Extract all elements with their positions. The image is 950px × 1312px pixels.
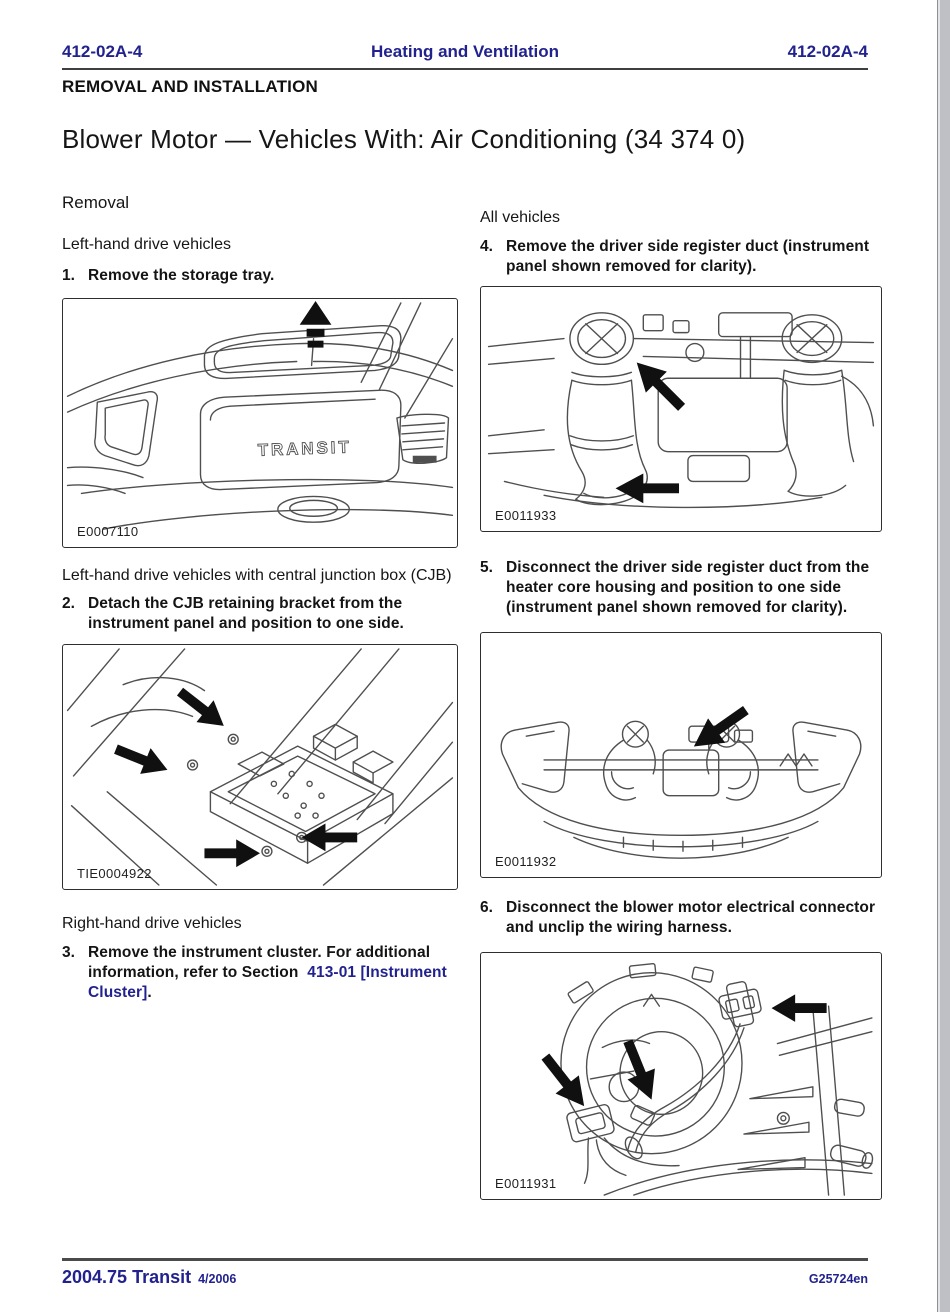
storage-tray-illustration [63, 299, 457, 547]
step-3-text [88, 943, 458, 1002]
step-4-number: 4. [480, 237, 493, 255]
step-3 [62, 943, 458, 1002]
step-3-number: 3. [62, 943, 75, 961]
step-2 [62, 594, 458, 634]
vertical-scrollbar[interactable] [937, 0, 950, 1312]
step-4-text: Remove the driver side register duct (instrument panel shown removed for clarity). [506, 237, 870, 275]
page-footer [62, 1258, 868, 1288]
figure-e0011931 [480, 952, 882, 1200]
header-chapter-title: Heating and Ventilation [371, 42, 559, 61]
grille-detail [413, 455, 437, 462]
figure-label: E0011933 [495, 508, 557, 524]
subheading-lhd-cjb: Left-hand drive vehicles with central junction box (CJB) [62, 566, 452, 584]
step-1-number: 1. [62, 266, 75, 284]
step-3-text-before: Remove the instrument cluster. For additional information, refer to Section [88, 943, 431, 981]
two-column-layout [62, 193, 876, 1200]
left-column [62, 193, 458, 1200]
footer-doc-code: G25724en [808, 1272, 868, 1286]
page-header [62, 42, 868, 62]
duct-pointer-arrow-icons [616, 352, 693, 503]
heater-housing-illustration [481, 633, 881, 877]
figure-e0007110 [62, 298, 458, 548]
right-column [480, 193, 882, 1200]
step-6-text: Disconnect the blower motor electrical connector and unclip the wiring harness. [506, 898, 876, 936]
section-heading: REMOVAL AND INSTALLATION [62, 77, 319, 96]
header-section-code-left: 412-02A-4 [62, 42, 143, 61]
blower-motor-illustration [481, 953, 881, 1199]
step-2-text: Detach the CJB retaining bracket from the instrument panel and position to one side. [88, 595, 404, 633]
figure-label: E0011931 [495, 1175, 557, 1191]
step-2-number: 2. [62, 595, 75, 613]
removal-heading: Removal [62, 193, 130, 212]
footer-divider [62, 1258, 868, 1261]
subheading-rhd: Right-hand drive vehicles [62, 915, 242, 933]
section-413-01-link[interactable]: 413-01 [Instrument Cluster] [88, 963, 447, 1001]
header-divider [62, 68, 868, 70]
figure-e0011932 [480, 632, 882, 878]
header-section-code-right: 412-02A-4 [787, 42, 868, 61]
footer-model: 2004.75 Transit [62, 1267, 192, 1287]
step-4 [480, 237, 882, 277]
subheading-all-vehicles: All vehicles [480, 209, 561, 226]
step-6 [480, 898, 882, 938]
page-title: Blower Motor — Vehicles With: Air Conditioning (34 374 0) [62, 124, 746, 154]
figure-e0011933 [480, 286, 882, 532]
step-5-text: Disconnect the driver side register duct from the heater core housing and position to one side (instrument panel shown removed for clarity). [506, 559, 870, 617]
figure-label: E0011932 [495, 853, 557, 869]
figure-label: TIE0004922 [77, 866, 152, 882]
step-1-text: Remove the storage tray. [88, 266, 275, 284]
cjb-bracket-illustration [63, 645, 457, 889]
bolt-pointer-arrow-icons [111, 681, 357, 867]
step-5-number: 5. [480, 559, 493, 577]
footer-edition-date: 4/2006 [198, 1272, 237, 1286]
step-3-text-after: . [147, 983, 152, 1001]
removal-direction-arrow-icon [300, 301, 332, 348]
figure-tie0004922 [62, 644, 458, 890]
figure-label: E0007110 [77, 523, 139, 539]
step-6-number: 6. [480, 898, 493, 916]
subheading-lhd: Left-hand drive vehicles [62, 236, 231, 253]
register-duct-illustration [481, 287, 881, 531]
transit-badge-text: TRANSIT [257, 437, 352, 460]
step-1 [62, 266, 458, 286]
step-5 [480, 558, 882, 617]
